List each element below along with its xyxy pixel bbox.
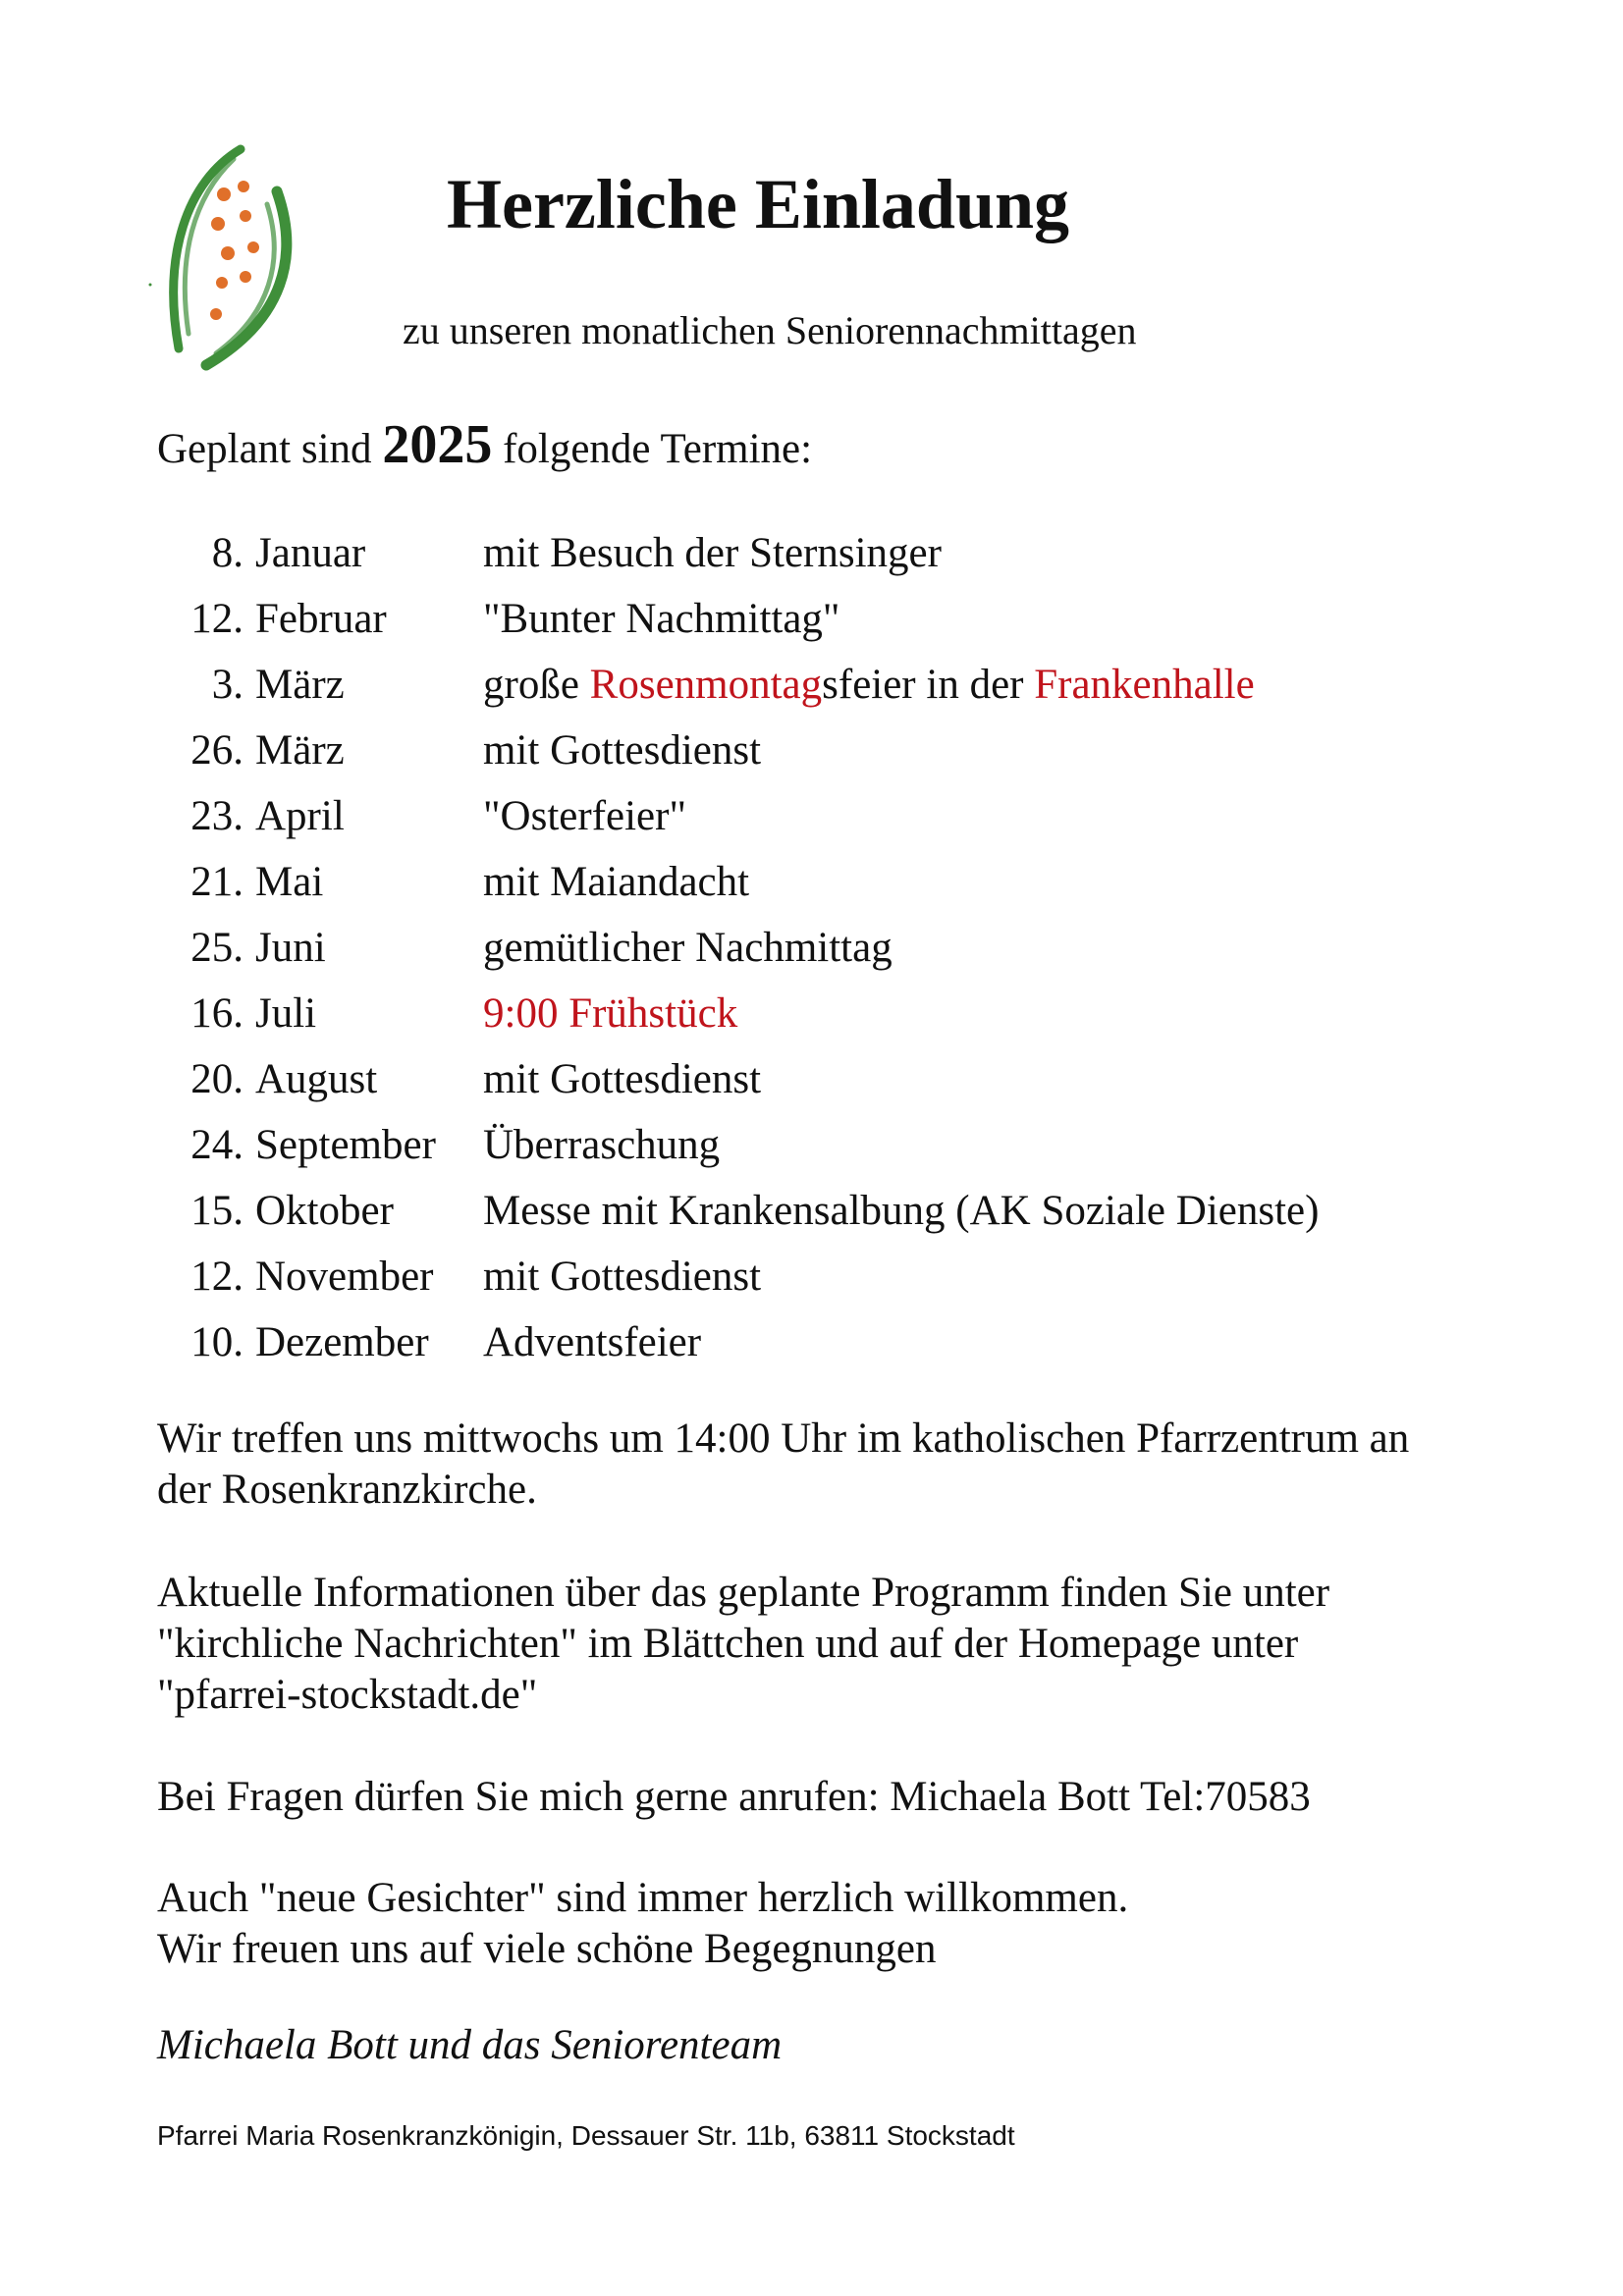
schedule-event: mit Besuch der Sternsinger	[483, 530, 942, 576]
schedule-month: September	[255, 1122, 436, 1168]
schedule-day: 23.	[190, 793, 243, 839]
schedule-day: 20.	[190, 1056, 243, 1102]
schedule-row	[157, 990, 1434, 1056]
schedule-event: Messe mit Krankensalbung (AK Soziale Dienste)	[483, 1188, 1320, 1234]
intro-year: 2025	[382, 414, 493, 475]
schedule-row	[157, 1319, 1434, 1385]
schedule-row	[157, 1056, 1434, 1122]
schedule-day: 15.	[190, 1188, 243, 1234]
schedule-row	[157, 1188, 1434, 1254]
schedule-row	[157, 662, 1434, 727]
schedule-month: August	[255, 1056, 378, 1102]
schedule-row	[157, 596, 1434, 662]
info-paragraph	[157, 1568, 1329, 1721]
schedule-event: mit Gottesdienst	[483, 1056, 762, 1102]
schedule-row	[157, 1254, 1434, 1319]
meeting-paragraph	[157, 1414, 1409, 1516]
welcome-paragraph	[157, 1873, 1128, 1975]
schedule-month: Juli	[255, 990, 317, 1037]
wheat-ear-logo-icon	[147, 137, 304, 373]
schedule-month: März	[255, 727, 345, 774]
schedule-month: April	[255, 793, 345, 839]
schedule-day: 26.	[190, 727, 243, 774]
event-highlight-location: Frankenhalle	[1034, 662, 1255, 708]
event-text: große	[483, 662, 590, 708]
schedule-day: 8.	[211, 530, 243, 576]
paragraph-line: Auch "neue Gesichter" sind immer herzlich willkommen.	[157, 1875, 1129, 1921]
schedule-row	[157, 1122, 1434, 1188]
schedule-day: 3.	[211, 662, 243, 708]
page-title: Herzliche Einladung	[447, 165, 1070, 243]
schedule-event-highlighted: 9:00 Frühstück	[483, 990, 738, 1037]
schedule-month: März	[255, 662, 345, 708]
schedule-row	[157, 727, 1434, 793]
schedule-day: 16.	[190, 990, 243, 1037]
event-highlight-rosenmontag: Rosenmontag	[589, 662, 823, 708]
schedule-row	[157, 859, 1434, 925]
schedule-month: Mai	[255, 859, 324, 905]
paragraph-line: "kirchliche Nachrichten" im Blättchen und auf der Homepage unter	[157, 1621, 1299, 1667]
footer-address: Pfarrei Maria Rosenkranzkönigin, Dessauer Str. 11b, 63811 Stockstadt	[157, 2120, 1015, 2151]
schedule-row	[157, 530, 1434, 596]
schedule-day: 24.	[190, 1122, 243, 1168]
schedule-day: 12.	[190, 1254, 243, 1300]
paragraph-line: Wir treffen uns mittwochs um 14:00 Uhr im katholischen Pfarrzentrum an	[157, 1415, 1410, 1462]
schedule-day: 25.	[190, 925, 243, 971]
schedule-row	[157, 793, 1434, 859]
schedule-month: Dezember	[255, 1319, 429, 1365]
schedule-month: Februar	[255, 596, 387, 642]
paragraph-line: Wir freuen uns auf viele schöne Begegnungen	[157, 1926, 937, 1972]
schedule-intro	[157, 414, 813, 475]
schedule-month: November	[255, 1254, 434, 1300]
paragraph-line: "pfarrei-stockstadt.de"	[157, 1672, 538, 1718]
schedule-event: gemütlicher Nachmittag	[483, 925, 893, 971]
intro-text-before: Geplant sind	[157, 426, 372, 472]
schedule-event: Adventsfeier	[483, 1319, 702, 1365]
schedule-event	[483, 662, 1255, 709]
schedule-day: 12.	[190, 596, 243, 642]
schedule-event: "Bunter Nachmittag"	[483, 596, 840, 642]
event-text: sfeier in der	[822, 662, 1035, 708]
page-subtitle: zu unseren monatlichen Seniorennachmittagen	[403, 308, 1137, 352]
schedule-day: 10.	[190, 1319, 243, 1365]
schedule-month: Januar	[255, 530, 366, 576]
intro-text-after: folgende Termine:	[503, 426, 813, 472]
schedule-row	[157, 925, 1434, 990]
paragraph-line: der Rosenkranzkirche.	[157, 1467, 537, 1513]
schedule-month: Juni	[255, 925, 326, 971]
schedule-event: Überraschung	[483, 1122, 721, 1168]
schedule-event: mit Maiandacht	[483, 859, 750, 905]
paragraph-line: Aktuelle Informationen über das geplante Programm finden Sie unter	[157, 1570, 1330, 1616]
signature: Michaela Bott und das Seniorenteam	[157, 2022, 783, 2068]
schedule-event: mit Gottesdienst	[483, 727, 762, 774]
schedule-day: 21.	[190, 859, 243, 905]
schedule-event: mit Gottesdienst	[483, 1254, 762, 1300]
schedule-list	[157, 530, 1434, 1385]
schedule-month: Oktober	[255, 1188, 394, 1234]
contact-paragraph: Bei Fragen dürfen Sie mich gerne anrufen: Michaela Bott Tel:70583	[157, 1774, 1311, 1820]
schedule-event: "Osterfeier"	[483, 793, 687, 839]
